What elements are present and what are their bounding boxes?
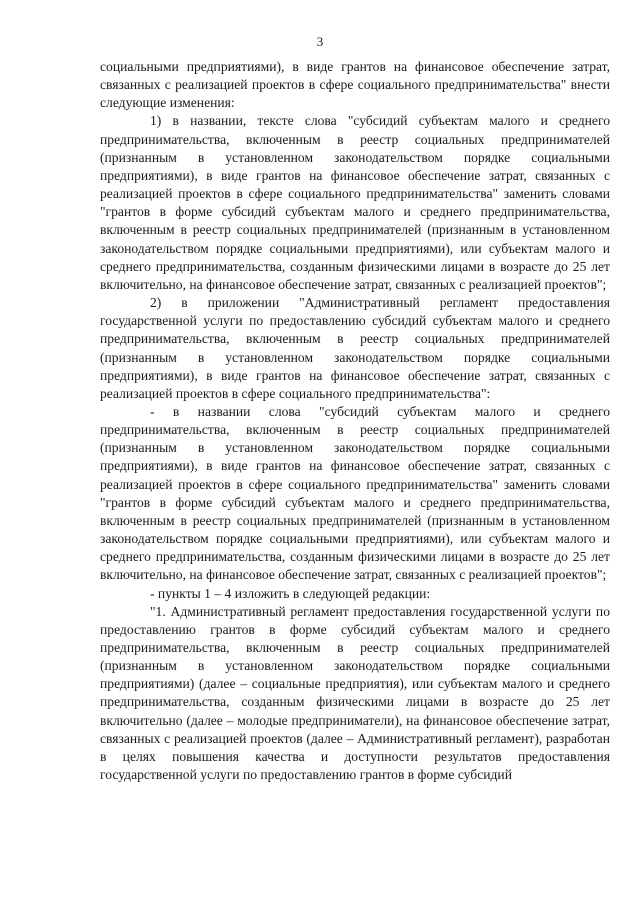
paragraph-item-1: 1) в названии, тексте слова "субсидий субъектам малого и среднего предпринимательства, включенным в реестр социальных предпринимателей (признанным в установленном законодательством порядке социальными предприятиями), в виде грантов на финансовое обеспечение затрат, связанных с реализацией проектов в сфере социального предпринимательства" заменить словами "грантов в форме субсидий субъектам малого и среднего предпринимательства, включенным в реестр социальных предпринимателей (признанным в установленном законодательством порядке социальными предприятиями), или субъектам малого и среднего предпринимательства, созданным физическими лицами в возрасте до 25 лет включительно, на финансовое обеспечение затрат, связанных с реализацией проектов"; bbox=[100, 113, 610, 292]
paragraph-item-2: 2) в приложении "Административный регламент предоставления государственной услуги по предоставлению субсидий субъектам малого и среднего предпринимательства, включенным в реестр социальных предпринимателей (признанным в установленном законодательством порядке социальными предприятиями), в виде грантов на финансовое обеспечение затрат, связанных с реализацией проектов в сфере социального предпринимательства": bbox=[100, 295, 610, 401]
document-body bbox=[100, 58, 610, 784]
paragraph-intro: социальными предприятиями), в виде грантов на финансовое обеспечение затрат, связанных с реализацией проектов в сфере социального предпринимательства" внести следующие изменения: bbox=[100, 59, 610, 111]
paragraph-quote-1: "1. Административный регламент предоставления государственной услуги по предоставлению грантов в форме субсидий субъектам малого и среднего предпринимательства, включенным в реестр социальных предпринимателей (признанным в установленном законодательством порядке социальными предприятиями) (далее – социальные предприятия), или субъектам малого и среднего предпринимательства, созданным физическими лицами в возрасте до 25 лет включительно (далее – молодые предприниматели), на финансовое обеспечение затрат, связанных с реализацией проектов (далее – Административный регламент), разработан в целях повышения качества и доступности результатов предоставления государственной услуги по предоставлению грантов в форме субсидий bbox=[100, 603, 610, 783]
paragraph-dash-2: - пункты 1 – 4 изложить в следующей редакции: bbox=[150, 585, 431, 601]
page-number: 3 bbox=[316, 34, 324, 49]
paragraph-dash-1: - в названии слова "субсидий субъектам малого и среднего предпринимательства, включенным в реестр социальных предпринимателей (признанным в установленном законодательством порядке социальными предприятиями), в виде грантов на финансовое обеспечение затрат, связанных с реализацией проектов в сфере социального предпринимательства" заменить словами "грантов в форме субсидий субъектам малого и среднего предпринимательства, включенным в реестр социальных предпринимателей (признанным в установленном законодательством порядке социальными предприятиями), или субъектам малого и среднего предпринимательства, созданным физическими лицами в возрасте до 25 лет включительно, на финансовое обеспечение затрат, связанных с реализацией проектов"; bbox=[100, 403, 610, 583]
